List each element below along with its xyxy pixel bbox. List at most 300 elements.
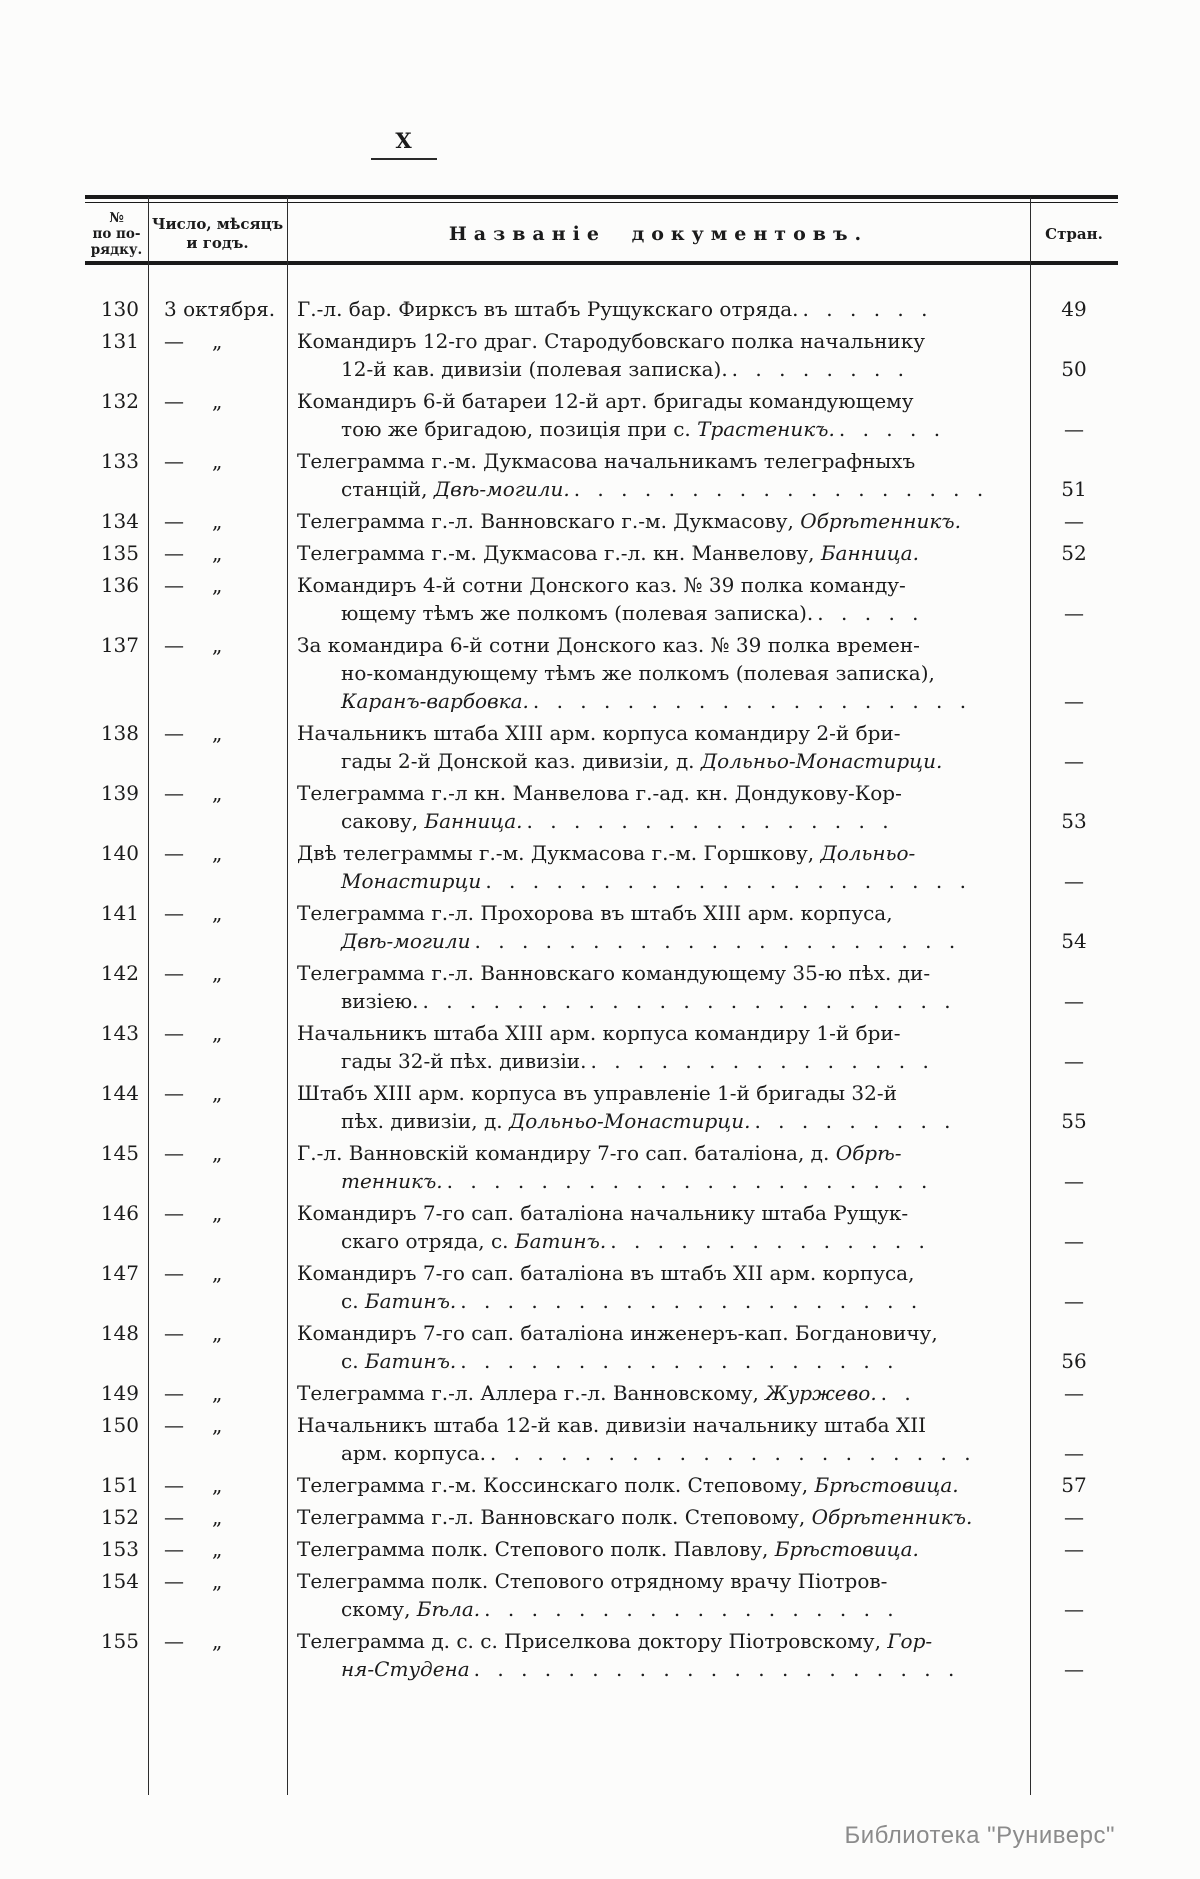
title-segment: с. (341, 1349, 365, 1373)
document-title (297, 779, 1030, 835)
ditto-mark: „ (212, 449, 223, 473)
row-date (148, 1379, 287, 1407)
ditto-mark: „ (212, 1413, 223, 1437)
title-segment: Дольньо-Монастирци. (700, 749, 943, 773)
table-row (85, 779, 1118, 835)
ditto-mark: „ (212, 1537, 223, 1561)
dot-leaders: . . . . . . . . . . . . . . . . . . . (532, 689, 967, 713)
title-segment: станцій, (341, 477, 434, 501)
title-segment: скому, (341, 1597, 417, 1621)
row-page: 49 (1061, 297, 1087, 321)
table-row (85, 899, 1118, 955)
document-title (297, 507, 1030, 535)
title-segment: Начальникъ штаба 12-й кав. дивизіи начальнику штаба XII (297, 1413, 926, 1437)
title-segment: Командиръ 7-го сап. баталіона инженеръ-кап. Богдановичу, (297, 1321, 938, 1345)
row-date (148, 1259, 287, 1287)
ditto-mark: „ (212, 1261, 223, 1285)
header-page-column (1030, 207, 1118, 261)
dash-mark: — (164, 1261, 184, 1285)
title-segment: Обрѣтенникъ. (811, 1505, 973, 1529)
ditto-mark: „ (212, 633, 223, 657)
row-page: — (1064, 1441, 1084, 1465)
row-page: — (1064, 1657, 1084, 1681)
header-date-line2: и годъ. (186, 234, 249, 252)
dash-mark: — (164, 1629, 184, 1653)
row-page: — (1064, 509, 1084, 533)
table-row (85, 327, 1118, 383)
title-segment: Двѣ телеграммы г.-м. Дукмасова г.-м. Горшкову, (297, 841, 821, 865)
dot-leaders: . . (880, 1381, 911, 1405)
row-number: 141 (100, 901, 139, 925)
title-segment: Каранъ-варбовка. (341, 689, 529, 713)
column-divider-number (148, 197, 149, 1795)
row-page: 54 (1061, 929, 1087, 953)
column-divider-date (287, 197, 288, 1795)
row-number: 143 (100, 1021, 139, 1045)
dash-mark: — (164, 901, 184, 925)
header-date-line1: Число, мѣсяцъ (151, 215, 284, 233)
document-title (297, 1411, 1030, 1467)
title-segment: но-командующему тѣмъ же полкомъ (полевая записка), (341, 661, 935, 685)
document-title (297, 1019, 1030, 1075)
dot-leaders: . . . . . . . . . . . . . . . . . . . . . . . (422, 989, 951, 1013)
title-segment: тою же бригадою, позиція при с. (341, 417, 698, 441)
title-segment: Штабъ XIII арм. корпуса въ управленіе 1-й бригады 32-й (297, 1081, 897, 1105)
row-number: 137 (100, 633, 139, 657)
title-segment: За командира 6-й сотни Донского каз. № 39 полка времен- (297, 633, 920, 657)
row-page: — (1064, 601, 1084, 625)
title-segment: Батинъ. (514, 1229, 607, 1253)
title-segment: тенникъ. (341, 1169, 443, 1193)
row-title (287, 1079, 1030, 1135)
title-segment: Дольньо-Монастирци. (509, 1109, 751, 1133)
dash-mark: — (164, 721, 184, 745)
table-row (85, 1199, 1118, 1255)
dash-mark: — (164, 329, 184, 353)
title-segment: Телеграмма г.-л. Ванновскаго полк. Степовому, (297, 1505, 812, 1529)
row-title (287, 1139, 1030, 1195)
dot-leaders: . . . . . . . . . . . . . . . . (526, 809, 889, 833)
title-segment: Телеграмма г.-м. Дукмасова начальникамъ телеграфныхъ (297, 449, 916, 473)
row-date (148, 295, 287, 323)
dot-leaders: . . . . . . . . . . . . . . . . . . . . . (474, 929, 956, 953)
title-segment: Телеграмма полк. Степового полк. Павлову, (297, 1537, 775, 1561)
title-segment: Двѣ-могили (341, 929, 471, 953)
title-segment: с. (341, 1289, 365, 1313)
row-number: 134 (100, 509, 139, 533)
title-segment: Начальникъ штаба XIII арм. корпуса командиру 2-й бри- (297, 721, 901, 745)
row-title (287, 1259, 1030, 1315)
row-date (148, 1567, 287, 1595)
row-number: 133 (100, 449, 139, 473)
table-row (85, 959, 1118, 1015)
ditto-mark: „ (212, 1629, 223, 1653)
row-date (148, 571, 287, 599)
page-roman-numeral: X (395, 128, 413, 153)
row-page: — (1064, 989, 1084, 1013)
row-date (148, 539, 287, 567)
dash-mark: — (164, 781, 184, 805)
row-page: — (1064, 1229, 1084, 1253)
library-watermark: Библиотека "Руниверс" (844, 1822, 1115, 1849)
title-segment: Телеграмма г.-л кн. Манвелова г.-ад. кн. Дондукову-Кор- (297, 781, 902, 805)
dot-leaders: . . . . . . . . . . . . . . . . . . (573, 477, 984, 501)
row-title (287, 1471, 1030, 1499)
title-segment: Командиръ 4-й сотни Донского каз. № 39 полка команду- (297, 573, 906, 597)
title-segment: Обрѣ- (835, 1141, 902, 1165)
title-segment: Телеграмма г.-л. Прохорова въ штабъ XIII арм. корпуса, (297, 901, 893, 925)
title-segment: Телеграмма г.-м. Коссинскаго полк. Степовому, (297, 1473, 815, 1497)
row-page: — (1064, 1289, 1084, 1313)
dash-mark: — (164, 449, 184, 473)
row-title (287, 1199, 1030, 1255)
row-title (287, 1411, 1030, 1467)
title-segment: Обрѣтенникъ. (800, 509, 961, 533)
table-row (85, 1079, 1118, 1135)
row-number: 153 (100, 1537, 139, 1561)
row-date (148, 1319, 287, 1347)
document-title (297, 1471, 1030, 1499)
row-title (287, 631, 1030, 715)
row-page: 50 (1061, 357, 1087, 381)
title-segment: арм. корпуса. (341, 1441, 486, 1465)
title-segment: Телеграмма г.-м. Дукмасова г.-л. кн. Манвелову, (297, 541, 821, 565)
title-segment: гады 2-й Донской каз. дивизіи, д. (341, 749, 701, 773)
table-row (85, 539, 1118, 567)
dash-mark: — (164, 1021, 184, 1045)
roman-numeral-rule (371, 158, 437, 160)
row-date (148, 1411, 287, 1439)
document-title (297, 1379, 1030, 1407)
dash-mark: — (164, 961, 184, 985)
row-number: 131 (100, 329, 139, 353)
row-page: 53 (1061, 809, 1087, 833)
document-title (297, 1259, 1030, 1315)
row-number: 147 (100, 1261, 139, 1285)
table-row (85, 571, 1118, 627)
row-number: 150 (100, 1413, 139, 1437)
title-segment: 12-й кав. дивизіи (полевая записка). (341, 357, 728, 381)
row-date (148, 1503, 287, 1531)
dash-mark: — (164, 1473, 184, 1497)
table-row (85, 631, 1118, 715)
dash-mark: — (164, 389, 184, 413)
dash-mark: — (164, 1321, 184, 1345)
document-title (297, 1567, 1030, 1623)
row-title (287, 1379, 1030, 1407)
dash-mark: — (164, 509, 184, 533)
document-title (297, 631, 1030, 715)
title-segment: Командиръ 7-го сап. баталіона начальнику штаба Рущук- (297, 1201, 909, 1225)
document-title (297, 1627, 1030, 1683)
document-title (297, 1139, 1030, 1195)
dash-mark: — (164, 1381, 184, 1405)
title-segment: Г.-л. бар. Фирксъ въ штабъ Рущукскаго отряда. (297, 297, 799, 321)
ditto-mark: „ (212, 389, 223, 413)
title-segment: Командиръ 12-го драг. Стародубовскаго полка начальнику (297, 329, 926, 353)
row-date (148, 1627, 287, 1655)
document-title (297, 447, 1030, 503)
title-segment: скаго отряда, с. (341, 1229, 515, 1253)
row-date (148, 631, 287, 659)
document-title (297, 571, 1030, 627)
dot-leaders: . . . . . . . . . . . . . . . . . . . . . (473, 1657, 955, 1681)
row-title (287, 1535, 1030, 1563)
row-title (287, 839, 1030, 895)
row-title (287, 899, 1030, 955)
title-segment: сакову, (341, 809, 425, 833)
table-row (85, 507, 1118, 535)
row-number: 142 (100, 961, 139, 985)
dash-mark: — (164, 1537, 184, 1561)
row-date (148, 899, 287, 927)
row-date (148, 839, 287, 867)
table-of-contents (85, 195, 1118, 1795)
row-date (148, 959, 287, 987)
row-title (287, 295, 1030, 323)
dot-leaders: . . . . . . . . . . . . . . . . . . . . . (446, 1169, 928, 1193)
title-segment: Командиръ 7-го сап. баталіона въ штабъ XII арм. корпуса, (297, 1261, 915, 1285)
title-segment: ня-Студена (341, 1657, 470, 1681)
title-segment: Телеграмма г.-л. Ванновскаго командующему 35-ю пѣх. ди- (297, 961, 931, 985)
row-title (287, 779, 1030, 835)
row-page: — (1064, 869, 1084, 893)
dot-leaders: . . . . . . . . . (754, 1109, 951, 1133)
title-segment: Дольньо- (820, 841, 916, 865)
dash-mark: — (164, 1141, 184, 1165)
row-number: 151 (100, 1473, 139, 1497)
dot-leaders: . . . . . . . . . . . . . . (610, 1229, 925, 1253)
table-row (85, 1139, 1118, 1195)
table-row (85, 719, 1118, 775)
document-title (297, 719, 1030, 775)
row-number: 132 (100, 389, 139, 413)
row-title (287, 959, 1030, 1015)
dash-mark: — (164, 573, 184, 597)
title-segment: Банница. (424, 809, 523, 833)
row-title (287, 1567, 1030, 1623)
document-title (297, 387, 1030, 443)
header-number-line3: рядку. (90, 242, 143, 258)
table-row (85, 447, 1118, 503)
row-date (148, 507, 287, 535)
dot-leaders: . . . . . . . . . . . . . . . (590, 1049, 929, 1073)
row-date (148, 1199, 287, 1227)
dot-leaders: . . . . . . . . . . . . . . . . . . . . . (489, 1441, 971, 1465)
ditto-mark: „ (212, 1201, 223, 1225)
title-segment: Телеграмма д. с. с. Приселкова доктору Піотровскому, (297, 1629, 888, 1653)
row-number: 149 (100, 1381, 139, 1405)
title-segment: гады 32-й пѣх. дивизіи. (341, 1049, 587, 1073)
document-title (297, 1503, 1030, 1531)
dash-mark: — (164, 633, 184, 657)
dot-leaders: . . . . . . . . . . . . . . . . . . . . . (485, 869, 966, 893)
ditto-mark: „ (212, 901, 223, 925)
ditto-mark: „ (212, 1381, 223, 1405)
table-row (85, 1411, 1118, 1467)
row-page: — (1064, 1597, 1084, 1621)
document-title (297, 295, 1030, 323)
ditto-mark: „ (212, 329, 223, 353)
row-number: 148 (100, 1321, 139, 1345)
row-title (287, 447, 1030, 503)
document-title (297, 539, 1030, 567)
title-segment: Журжево. (765, 1381, 877, 1405)
dot-leaders: . . . . . (838, 417, 941, 441)
title-segment: Брѣстовица. (814, 1473, 959, 1497)
row-title (287, 571, 1030, 627)
title-segment: Командиръ 6-й батареи 12-й арт. бригады командующему (297, 389, 914, 413)
ditto-mark: „ (212, 1081, 223, 1105)
row-number: 138 (100, 721, 139, 745)
table-row (85, 1379, 1118, 1407)
ditto-mark: „ (212, 573, 223, 597)
title-segment: Монастирци (341, 869, 482, 893)
row-title (287, 1319, 1030, 1375)
document-title (297, 899, 1030, 955)
row-date (148, 1535, 287, 1563)
title-segment: Трастеникъ. (697, 417, 835, 441)
ditto-mark: „ (212, 1141, 223, 1165)
title-segment: Батинъ. (364, 1349, 457, 1373)
title-segment: Банница. (820, 541, 919, 565)
row-number: 155 (100, 1629, 139, 1653)
document-title (297, 959, 1030, 1015)
row-page: 51 (1061, 477, 1087, 501)
dot-leaders: . . . . . (817, 601, 919, 625)
row-page: — (1064, 1537, 1084, 1561)
row-title (287, 507, 1030, 535)
ditto-mark: „ (212, 1321, 223, 1345)
row-number: 145 (100, 1141, 139, 1165)
row-title (287, 1019, 1030, 1075)
header-title-column (287, 207, 1030, 261)
dot-leaders: . . . . . . . . (731, 357, 905, 381)
row-date (148, 387, 287, 415)
ditto-mark: „ (212, 841, 223, 865)
table-row (85, 1535, 1118, 1563)
column-divider-page (1030, 197, 1031, 1795)
header-title-label: Названіе документовъ. (448, 223, 869, 245)
table-row (85, 1471, 1118, 1499)
document-title (297, 1199, 1030, 1255)
title-segment: Бѣла. (416, 1597, 481, 1621)
dot-leaders: . . . . . . . . . . . . . . . . . . . (460, 1349, 894, 1373)
header-number-column (85, 207, 148, 261)
row-page: 55 (1061, 1109, 1087, 1133)
ditto-mark: „ (212, 1473, 223, 1497)
dot-leaders: . . . . . . . . . . . . . . . . . . (484, 1597, 894, 1621)
row-date (148, 779, 287, 807)
table-row (85, 387, 1118, 443)
row-date (148, 1471, 287, 1499)
row-page: 56 (1061, 1349, 1087, 1373)
title-segment: Начальникъ штаба XIII арм. корпуса командиру 1-й бри- (297, 1021, 901, 1045)
ditto-mark: „ (212, 509, 223, 533)
row-date (148, 1079, 287, 1107)
row-title (287, 327, 1030, 383)
title-segment: визіею. (341, 989, 419, 1013)
dash-mark: — (164, 1569, 184, 1593)
row-page: — (1064, 417, 1084, 441)
header-date-column (148, 207, 287, 261)
table-row (85, 1319, 1118, 1375)
title-segment: пѣх. дивизіи, д. (341, 1109, 509, 1133)
document-title (297, 1535, 1030, 1563)
dash-mark: — (164, 1413, 184, 1437)
row-date (148, 719, 287, 747)
row-number: 154 (100, 1569, 139, 1593)
dash-mark: — (164, 1201, 184, 1225)
row-date (148, 327, 287, 355)
row-date (148, 1139, 287, 1167)
table-row (85, 1259, 1118, 1315)
row-page: — (1064, 749, 1084, 773)
table-header-row (85, 195, 1118, 265)
table-row (85, 1627, 1118, 1683)
title-segment: Брѣстовица. (774, 1537, 919, 1561)
row-number: 144 (100, 1081, 139, 1105)
ditto-mark: „ (212, 1569, 223, 1593)
table-top-rule-thick (85, 195, 1118, 199)
date-value: 3 октября. (164, 297, 276, 321)
row-page: — (1064, 689, 1084, 713)
dash-mark: — (164, 1505, 184, 1529)
table-row (85, 1019, 1118, 1075)
header-number-line1: № (109, 210, 124, 226)
row-page: 52 (1061, 541, 1087, 565)
row-number: 130 (100, 297, 139, 321)
dash-mark: — (164, 1081, 184, 1105)
ditto-mark: „ (212, 1505, 223, 1529)
row-number: 135 (100, 541, 139, 565)
row-date (148, 447, 287, 475)
dot-leaders: . . . . . . . . . . . . . . . . . . . . (460, 1289, 918, 1313)
title-segment: Двѣ-могили. (433, 477, 570, 501)
table-top-rule-thin (85, 202, 1118, 203)
row-title (287, 1627, 1030, 1683)
document-title (297, 839, 1030, 895)
title-segment: Телеграмма г.-л. Аллера г.-л. Ванновскому, (297, 1381, 766, 1405)
ditto-mark: „ (212, 1021, 223, 1045)
row-date (148, 1019, 287, 1047)
table-row (85, 839, 1118, 895)
dash-mark: — (164, 841, 184, 865)
row-title (287, 539, 1030, 567)
table-row (85, 1503, 1118, 1531)
title-segment: Г.-л. Ванновскій командиру 7-го сап. баталіона, д. (297, 1141, 836, 1165)
row-page: — (1064, 1381, 1084, 1405)
title-segment: Телеграмма г.-л. Ванновскаго г.-м. Дукмасову, (297, 509, 801, 533)
row-number: 136 (100, 573, 139, 597)
toc-body (85, 265, 1118, 1683)
title-segment: Гор- (887, 1629, 933, 1653)
row-page: 57 (1061, 1473, 1087, 1497)
ditto-mark: „ (212, 781, 223, 805)
table-row (85, 1567, 1118, 1623)
document-title (297, 327, 1030, 383)
header-number-line2: по по- (92, 226, 141, 242)
row-title (287, 719, 1030, 775)
row-page: — (1064, 1049, 1084, 1073)
title-segment: ющему тѣмъ же полкомъ (полевая записка). (341, 601, 814, 625)
document-title (297, 1079, 1030, 1135)
document-title (297, 1319, 1030, 1375)
title-segment: Батинъ. (364, 1289, 457, 1313)
dot-leaders: . . . . . . (802, 297, 928, 321)
row-number: 140 (100, 841, 139, 865)
row-page: — (1064, 1505, 1084, 1529)
